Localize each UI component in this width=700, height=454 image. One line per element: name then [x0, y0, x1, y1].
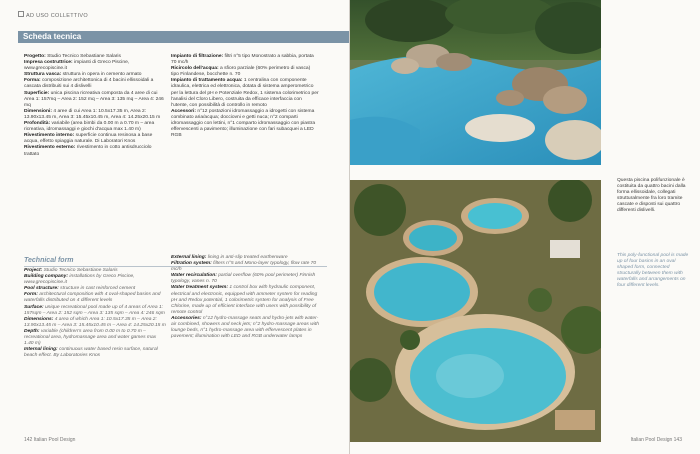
section-label: AD USO COLLETTIVO — [18, 11, 88, 19]
spec-label: Water treatment system: — [171, 285, 228, 291]
english-column-2 — [171, 255, 319, 340]
spec-entry — [171, 54, 319, 66]
spec-entry — [171, 316, 319, 340]
spec-text: unique recreational pool made up of 4 areas of Area 1: 157sqm – Area 2: 152 sqm – Area 3: 135 sqm – Area 4: 246 sqm — [24, 304, 165, 316]
square-icon — [18, 11, 24, 17]
spec-entry — [171, 78, 319, 108]
spec-text: n°12 postazioni idromassaggio a idrogetti con sistema combinato aria/acqua; docciovni e getti nuca; n°2 comparti idromassaggio con lettini, n°1 comparto idromassaggio con piastra effervescenti a pavimento; illuminazione con fari subacquei a LED RGB — [171, 108, 316, 139]
spec-text: filtri n°5 tipo Monostrato a sabbia, portata 70 mc/h — [171, 54, 314, 66]
spec-entry — [24, 317, 166, 329]
spec-label: Surface: — [24, 304, 44, 310]
spec-text: superficie continua resinosa a base acqua, effetto spiaggia naturale. Di Laboratori Knos — [24, 133, 153, 145]
italian-column-1 — [24, 54, 168, 158]
spec-text: partial overflow (60% pool perimeter) Finnish typology, vanes n. 70 — [171, 273, 316, 285]
spec-label: Internal lining: — [24, 347, 58, 353]
spec-entry — [24, 292, 166, 304]
spec-text: 1 centralina con componente idraulica, elettrica ed elettronica, dotata di sistema amperometrico per la lettura del pH e Potenziale Redox, 1 sistema colorimetrico per l'analisi del Cloro Libero, costruita da efficace interfaccia con l'utente, con possibilità di controllo in remoto — [171, 78, 319, 108]
spec-entry — [24, 347, 166, 359]
spec-label: Ricircolo dell'acqua: — [171, 66, 219, 72]
page-folio-right: Italian Pool Design 143 — [630, 437, 682, 443]
spec-entry — [24, 133, 168, 145]
caption-english: This poly-functional pool is made up of four basins in an oval shaped form, connected structurally between them with waterfalls and arrangements on four different levels. — [617, 253, 689, 289]
spec-entry — [171, 285, 319, 315]
spec-label: External lining: — [171, 255, 207, 260]
page-heading: Scheda tecnica — [23, 32, 82, 41]
spec-label: Project: — [24, 268, 43, 273]
english-column-1 — [24, 268, 166, 359]
spec-label: Impianto di trattamento acqua: — [171, 78, 243, 84]
spec-label: Impresa costruttrice: — [24, 60, 73, 66]
spec-label: Water recirculation: — [171, 273, 217, 279]
spec-entry — [171, 66, 319, 78]
spec-text: 4 aree di cui Area 1: 10.5x17.35 m, Area 2: 13.90x13.45 m, Area 3: 15.45x10.45 m, Area 4: 14.25x20.15 m — [24, 108, 161, 120]
spec-label: Rivestimento interno: — [24, 133, 75, 139]
spec-text: Studio Tecnico Sebastiane Salaris — [47, 54, 121, 59]
spec-text: unica piscina ricreativa composta da 4 aree di cui Area 1: 157mq – Area 2: 152 mq – Area 3: 135 mq – Area 4: 246 mq — [24, 90, 164, 108]
pool-rocks-image — [350, 0, 601, 165]
spec-text: 4 area of which Area 1: 10.5x17.35 m – Area 2: 13.90x13.45 m – Area 3: 15.45x10.45 m – Area 4: 14.25x20.15 m — [24, 316, 166, 328]
spec-entry — [171, 261, 319, 273]
spec-label: Accessories: — [171, 315, 202, 321]
spec-entry — [24, 109, 168, 121]
spec-label: Impianto di filtrazione: — [171, 54, 224, 59]
spec-label: Dimensioni: — [24, 108, 52, 114]
spec-text: installations by Greco Piscine, www.grecopiscine.it — [24, 274, 135, 286]
spec-label: Accessori: — [171, 108, 197, 114]
spec-entry — [24, 121, 168, 133]
spec-text: n°12 hydro-massage seats and hydro-jets with water-air combined, showers and neck jets; n°2 hydro-massage areas with lounge beds, n°1 hydro-massage area with effervescent plates in pavement; illumination with LED and RGB underwater lamps — [171, 315, 319, 340]
spec-entry — [24, 60, 168, 72]
spec-text: continuous water based resin surface, natural beach effect. By Laboratories Knos — [24, 347, 158, 359]
spec-entry — [24, 145, 168, 157]
italian-column-2 — [171, 54, 319, 139]
spec-label: Progetto: — [24, 54, 46, 59]
spec-text: a sfioro parziale (60% perimetro di vasca) tipo Finlandese, bocchette n. 70 — [171, 66, 311, 78]
caption-italian: Questa piscina polifunzionale è costituita da quattro bacini dalla forma ellissoidale, collegati strutturalmente fra loro tramite cascate e disposti sui quattro differenti dislivelli. — [617, 178, 686, 214]
spec-label: Form: — [24, 292, 38, 298]
spec-label: Building company: — [24, 274, 69, 280]
spec-text: structure in cast reinforced cement — [60, 286, 136, 292]
aerial-pool-image — [350, 180, 601, 442]
spec-text: filters n°5 and Mono-layer typology, flow rate 70 mc/h — [171, 261, 317, 273]
pool-rocks-photo — [350, 0, 601, 165]
spec-text: impianti di Greco Piscine, www.grecopiscine.it — [24, 60, 130, 72]
spec-label: Dimensions: — [24, 316, 54, 322]
spec-text: variabile (area bimbi da 0.00 m a 0.70 m – area ricreativa, idromassaggi e giochi d'acqua max 1.40 m) — [24, 121, 155, 133]
spec-text: architectural composition with 4 oval-shaped basins and waterfalls distributed on 4 different levels — [24, 292, 161, 304]
spec-text: variable (children's area from 0.00 m to 0.70 m – recreational area, hydromassage area and water games max 1.40 m) — [24, 328, 157, 347]
spec-text: lining in anti-slip treated earthenware — [207, 255, 288, 260]
spec-entry — [171, 273, 319, 285]
spec-entry — [24, 329, 166, 347]
page-folio: 142 Italian Pool Design — [24, 437, 76, 443]
spec-label: Pool structure: — [24, 286, 59, 292]
spec-label: Filtration system: — [171, 261, 212, 267]
spec-label: Depth: — [24, 328, 40, 334]
spec-text: rivestimento in cotto antisdrucciolo trattato — [24, 145, 152, 157]
heading-band — [18, 31, 349, 43]
english-heading: Technical form — [24, 257, 74, 264]
spec-label: Profondità: — [24, 121, 51, 127]
spec-entry — [24, 274, 166, 286]
spec-text: composizione architettonica di 4 bacini ellissoidali a cascata distribuiti sui 4 dislivelli — [24, 78, 154, 90]
spec-text: 1 control box with hydraulic component, electrical and electronic, equipped with ammeter system for reading pH and Redox potential, 1 colorimetric system for analysis of Free Chlorine, made up of efficient interface with users with possibility of remote control — [171, 285, 318, 315]
spec-entry — [171, 109, 319, 139]
spec-entry — [24, 91, 168, 109]
spec-label: Rivestimento esterno: — [24, 145, 76, 151]
spec-label: Superficie: — [24, 90, 50, 96]
spec-entry — [24, 78, 168, 90]
spec-entry — [24, 305, 166, 317]
right-page — [350, 0, 700, 454]
spec-text: Studio Tecnico Sebastiane Salaris — [43, 268, 118, 273]
spec-text: struttura in opera in cemento armato — [62, 72, 142, 78]
spec-label: Forma: — [24, 78, 41, 84]
spec-label: Struttura vasca: — [24, 72, 62, 78]
aerial-pool-photo — [350, 180, 601, 442]
